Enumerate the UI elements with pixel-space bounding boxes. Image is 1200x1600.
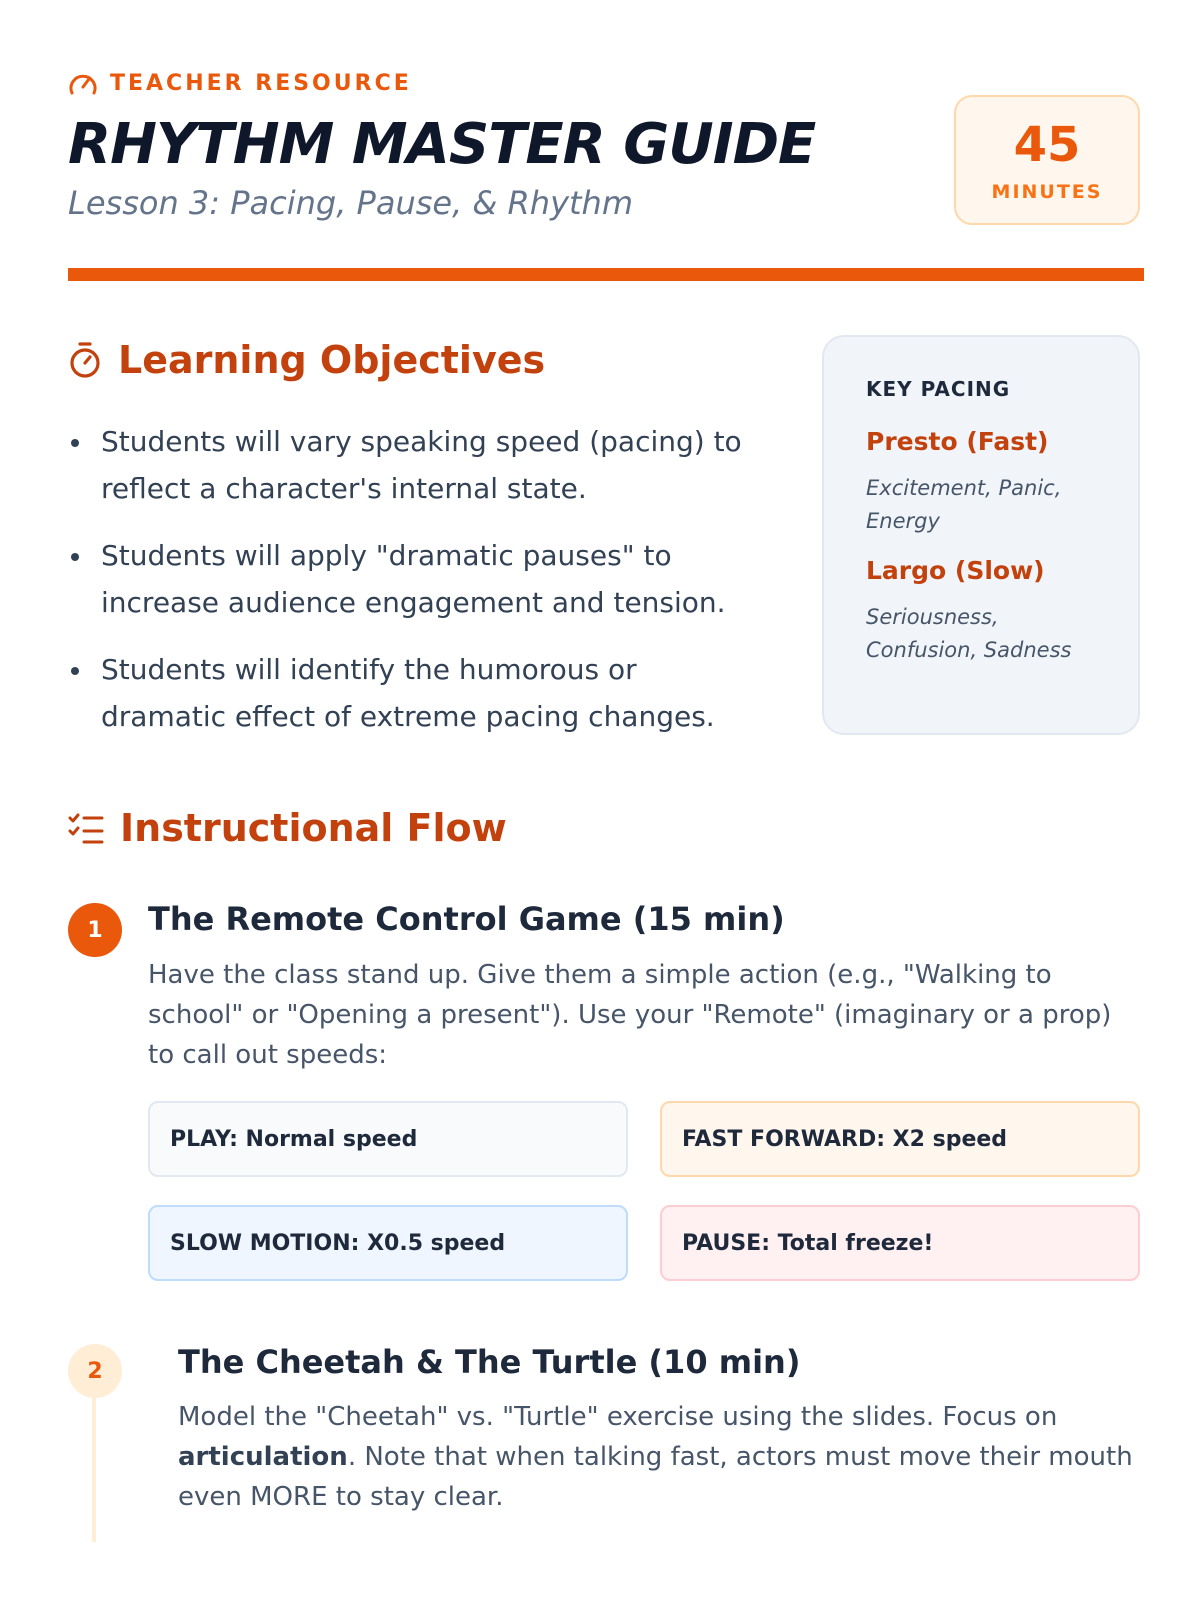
key-pacing-title: KEY PACING: [866, 377, 1011, 401]
objective-item: Students will vary speaking speed (pacing) to reflect a character's internal state.: [68, 418, 768, 512]
timeline-connector: [92, 1394, 96, 1542]
speed-chip-fast-forward: FAST FORWARD: X2 speed: [660, 1101, 1140, 1177]
duration-badge: [954, 95, 1140, 225]
speed-chip-play: PLAY: Normal speed: [148, 1101, 628, 1177]
step-title: The Cheetah & The Turtle (10 min): [178, 1343, 801, 1381]
eyebrow: [68, 69, 412, 97]
objectives-heading-label: Learning Objectives: [118, 338, 546, 382]
page-subtitle: Lesson 3: Pacing, Pause, & Rhythm: [68, 184, 633, 222]
objectives-heading: [68, 338, 545, 382]
pacing-description: Excitement, Panic, Energy: [866, 476, 1062, 533]
checklist-icon: [68, 811, 104, 845]
step-number-badge: 2: [68, 1344, 122, 1398]
pacing-term: Largo (Slow): [866, 556, 1045, 585]
stopwatch-icon: [68, 341, 102, 379]
header-divider: [68, 268, 1144, 281]
objectives-list: [68, 418, 768, 760]
step-description-text: . Note that when talking fast, actors must move their mouth even MORE to stay clear.: [178, 1442, 1133, 1512]
objective-item: Students will apply "dramatic pauses" to increase audience engagement and tension.: [68, 532, 768, 626]
duration-value: 45: [1013, 117, 1081, 173]
step-description-text: Model the "Cheetah" vs. "Turtle" exercise using the slides. Focus on: [178, 1402, 1058, 1432]
step-number-badge: 1: [68, 903, 122, 957]
duration-unit: MINUTES: [991, 181, 1103, 203]
eyebrow-label: TEACHER RESOURCE: [110, 70, 412, 96]
step-description: Have the class stand up. Give them a simple action (e.g., "Walking to school" or "Opening a present"). Use your "Remote" (imaginary or a prop) to call out speeds:: [148, 960, 1112, 1070]
step-title: The Remote Control Game (15 min): [148, 900, 785, 938]
flow-heading: [68, 806, 507, 850]
speed-chip-slow-motion: SLOW MOTION: X0.5 speed: [148, 1205, 628, 1281]
step-description: [178, 1397, 1138, 1517]
objective-item: Students will identify the humorous or dramatic effect of extreme pacing changes.: [68, 646, 768, 740]
speed-chip-pause: PAUSE: Total freeze!: [660, 1205, 1140, 1281]
pacing-description: Seriousness, Confusion, Sadness: [866, 605, 1072, 662]
step-description-emphasis: articulation: [178, 1442, 348, 1472]
flow-heading-label: Instructional Flow: [120, 806, 507, 850]
page-title: RHYTHM MASTER GUIDE: [68, 112, 816, 177]
gauge-icon: [68, 69, 98, 97]
pacing-term: Presto (Fast): [866, 427, 1049, 456]
key-pacing-card: [822, 335, 1140, 735]
